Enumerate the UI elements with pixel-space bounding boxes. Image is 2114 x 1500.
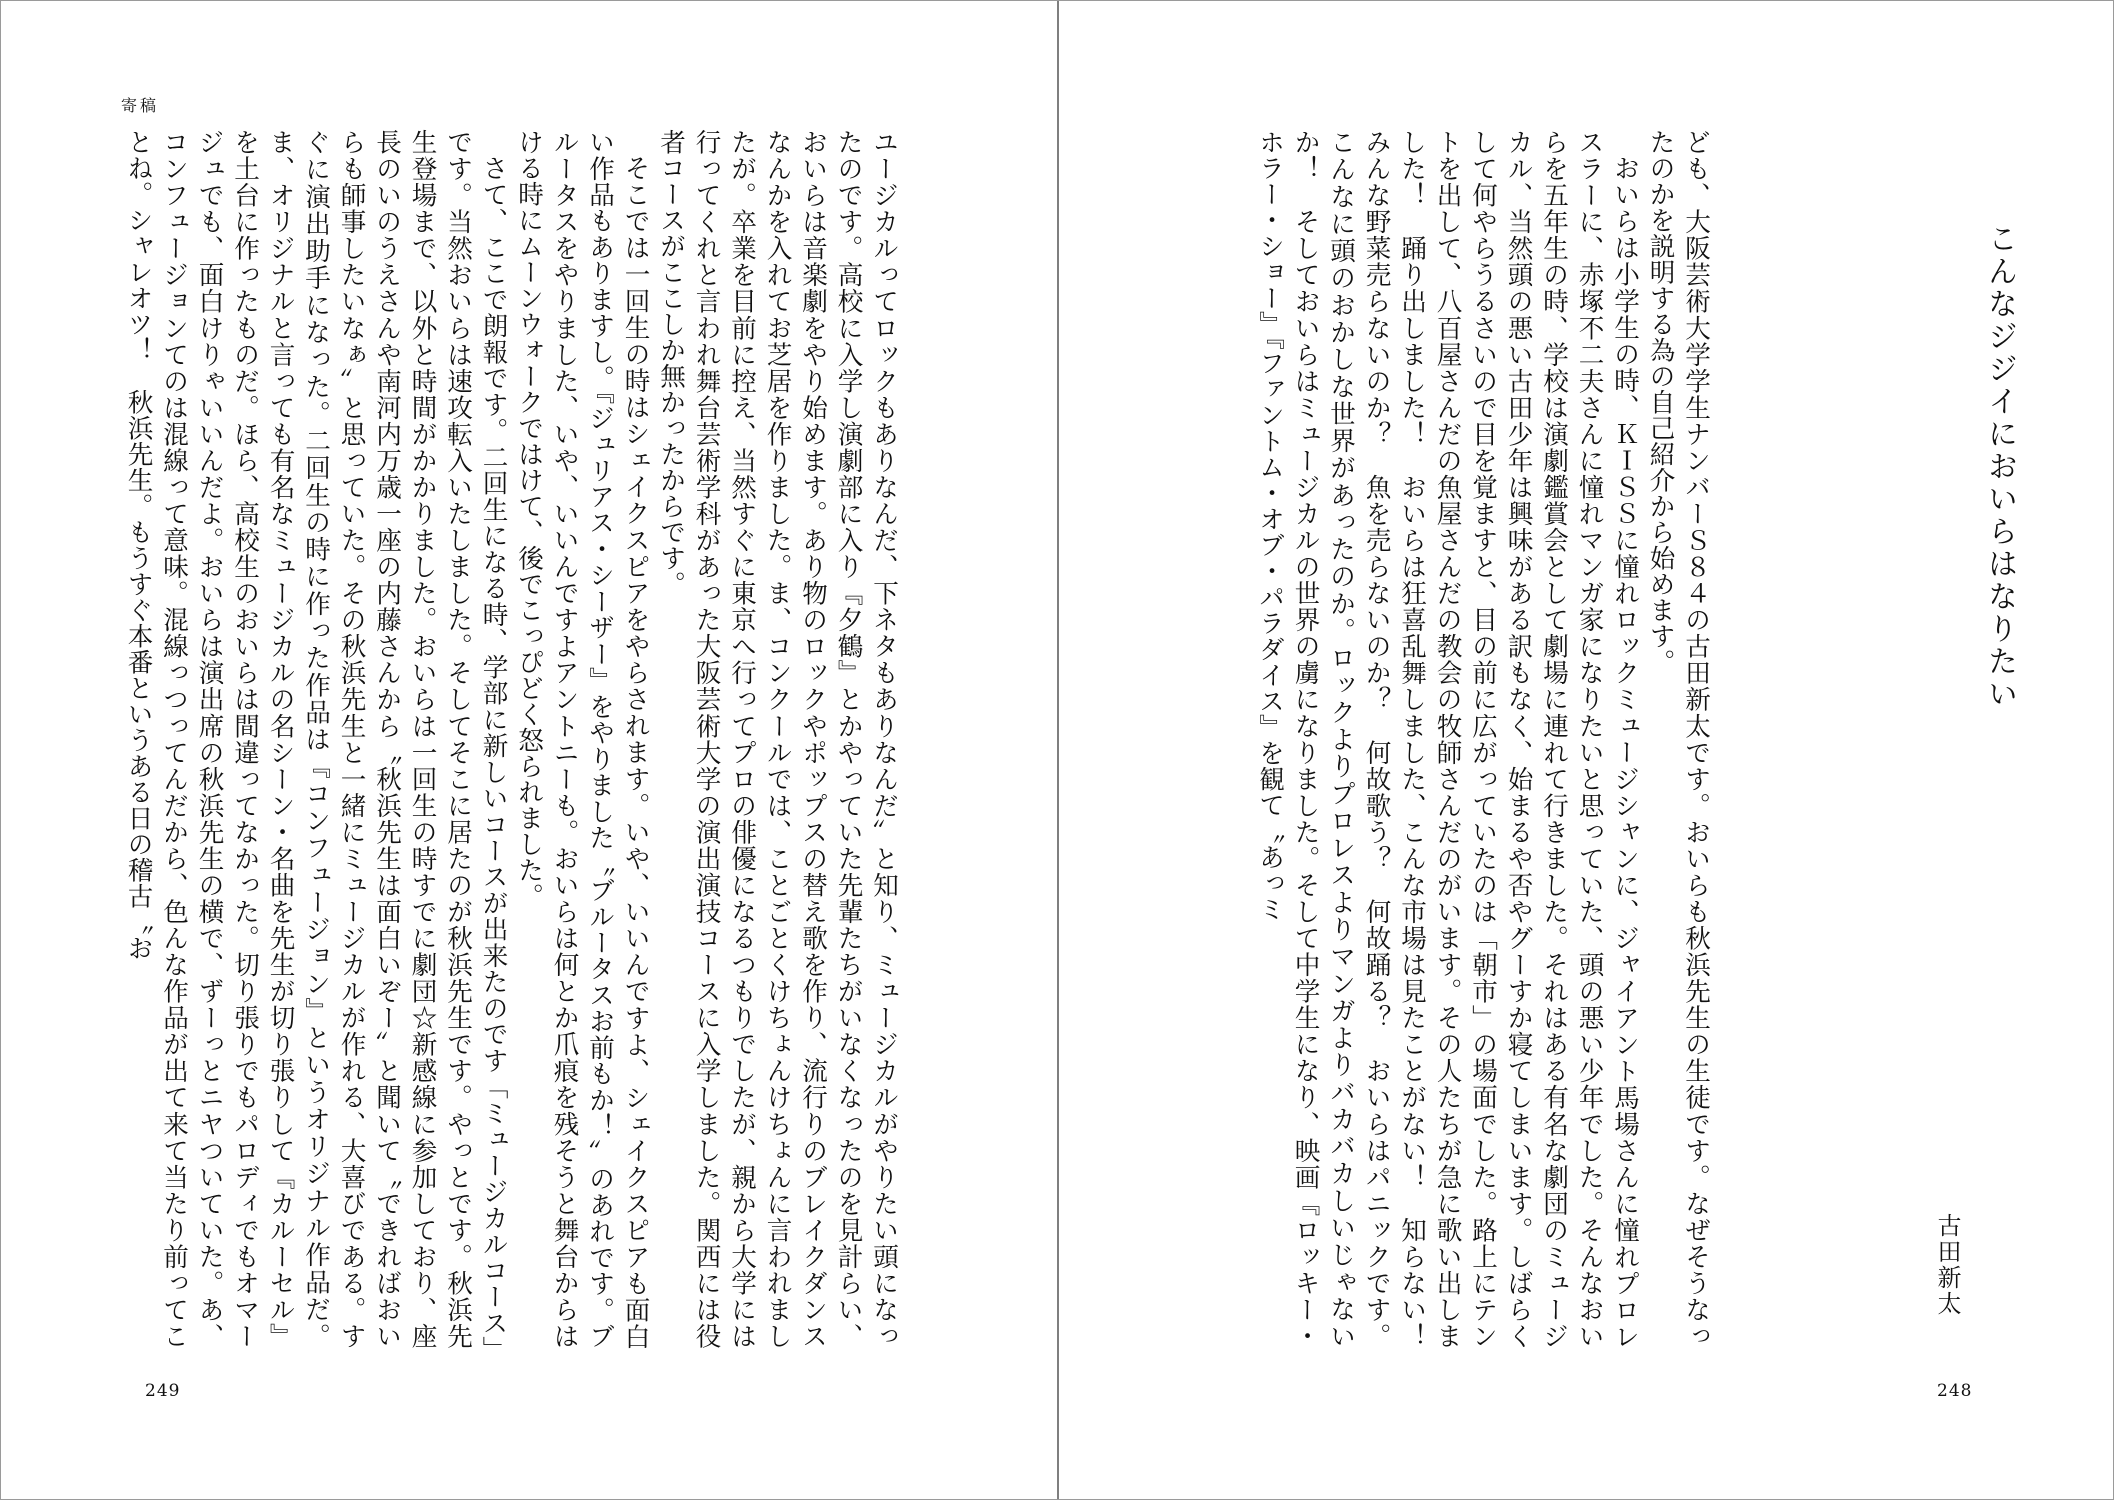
left-paragraph-2: そこでは一回生の時はシェイクスピアをやらされます。いや、いいんですよ、シェイクスピアも面白い作品もありますし。『ジュリアス・シーザー』をやりました〝ブルータスお前もか！〟のあれです。ブルータスをやりました、いや、いいんですよアントニーも。おいらは何とか爪痕を残そうと舞台からはける時にムーンウォークではけて、後でこっぴどく怒られました。 bbox=[514, 129, 651, 1349]
section-label: 寄稿 bbox=[121, 96, 160, 115]
left-paragraph-3: さて、ここで朗報です。二回生になる時、学部に新しいコースが出来たのです「ミュージカルコース」です。当然おいらは速攻転入いたしました。そしてそこに居たのが秋浜先生です。やっとです。秋浜先生登場まで、以外と時間がかかりました。おいらは一回生の時すでに劇団☆新感線に参加しており、座長のいのうえさんや南河内万歳一座の内藤さんから〝秋浜先生は面白いぞー〟と聞いて〝できればおいらも師事したいなぁ〟と思っていた。その秋浜先生と一緒にミュージカルが作れる、大喜びである。すぐに演出助手になった。二回生の時に作った作品は『コンフュージョン』というオリジナル作品だ。ま、オリジナルと言っても有名なミュージカルの名シーン・名曲を先生が切り張りして『カルーセル』を土台に作ったものだ。ほら、高校生のおいらは間違ってなかった。切り張りでもパロディでもオマージュでも、面白けりゃいいんだよ。おいらは演出席の秋浜先生の横で、ずーっとニヤついていた。あ、コンフュージョンてのは混線って意味。混線っつってんだから、色んな作品が出て来て当たり前ってことね。シャレオツ！ 秋浜先生。もうすぐ本番というある日の稽古〝お bbox=[123, 129, 509, 1349]
right-paragraph-1: ども、大阪芸術大学学生ナンバーＳ８４の古田新太です。おいらも秋浜先生の生徒です。なぜそうなったのかを説明する為の自己紹介から始めます。 bbox=[1645, 129, 1711, 1349]
right-page-number: 248 bbox=[1937, 1381, 1973, 1401]
left-page bbox=[1, 1, 1057, 1499]
left-page-number: 249 bbox=[145, 1381, 181, 1401]
author-name: 古田新太 bbox=[1933, 1213, 1961, 1317]
article-title: こんなジジイにおいらはなりたい bbox=[1982, 223, 2017, 711]
right-body-text bbox=[1253, 129, 1713, 1375]
right-page bbox=[1059, 1, 2113, 1499]
right-paragraph-2: おいらは小学生の時、ＫＩＳＳに憧れロックミュージシャンに、ジャイアント馬場さんに憧れプロレスラーに、赤塚不二夫さんに憧れマンガ家になりたいと思っていた、頭の悪い少年でした。そんなおいらを五年生の時、学校は演劇鑑賞会として劇場に連れて行きました。それはある有名な劇団のミュージカル、当然頭の悪い古田少年は興味がある訳もなく、始まるや否やグーすか寝てしまいます。しばらくして何やらうるさいので目を覚ますと、目の前に広がっていたのは「朝市」の場面でした。路上にテントを出して、八百屋さんだの魚屋さんだの教会の牧師さんだのがいます。その人たちが急に歌い出しました！ 踊り出しました！ おいらは狂喜乱舞しました、こんな市場は見たことがない！ 知らない！ みんな野菜売らないのか？ 魚を売らないのか？ 何故歌う？ 何故踊る？ おいらはパニックです。こんなに頭のおかしな世界があったのか。ロックよりプロレスよりマンガよりバカバカしいじゃないか！ そしておいらはミュージカルの世界の虜になりました。そして中学生になり、映画『ロッキー・ホラー・ショー』『ファントム・オブ・パラダイス』を観て〝あっミ bbox=[1255, 129, 1640, 1375]
left-body-text bbox=[113, 129, 901, 1349]
left-paragraph-1: ユージカルってロックもありなんだ、下ネタもありなんだ〟と知り、ミュージカルがやりたい頭になったのです。高校に入学し演劇部に入り『夕鶴』とかやっていた先輩たちがいなくなったのを見計らい、おいらは音楽劇をやり始めます。あり物のロックやポップスの替え歌を作り、流行りのブレイクダンスなんかを入れてお芝居を作りました。ま、コンクールでは、ことごとくけちょんけちょんに言われましたが。卒業を目前に控え、当然すぐに東京へ行ってプロの俳優になるつもりでしたが、親から大学には行ってくれと言われ舞台芸術学科があった大阪芸術大学の演出演技コースに入学しました。関西には役者コースがここしか無かったからです。 bbox=[656, 129, 899, 1349]
